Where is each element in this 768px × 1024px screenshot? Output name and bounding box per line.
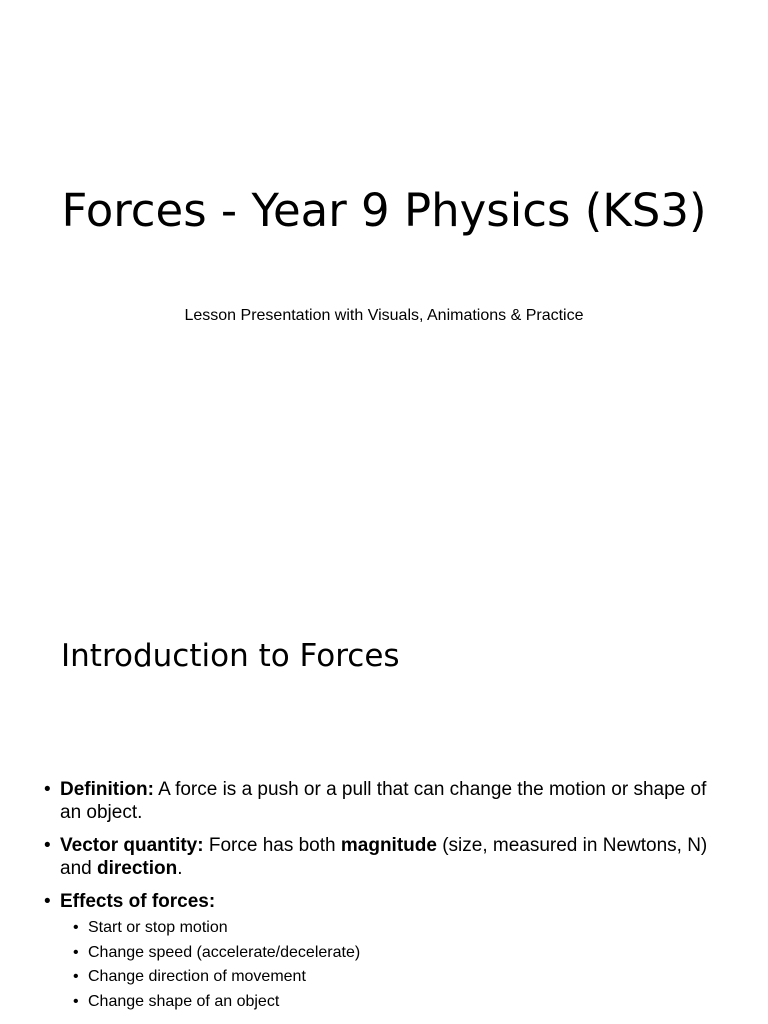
bullet-effects xyxy=(60,890,730,1014)
presentation-subtitle: Lesson Presentation with Visuals, Animations & Practice xyxy=(184,307,584,324)
bullet-emphasis: magnitude xyxy=(340,835,437,856)
sub-bullet-list xyxy=(88,916,730,1014)
bullet-vector-quantity xyxy=(60,834,730,880)
bullet-text: A force is a push or a pull that can change the motion or shape of an object. xyxy=(60,779,707,823)
slide-title: Introduction to Forces xyxy=(61,638,400,674)
bullet-label: Effects of forces: xyxy=(60,891,216,912)
sub-bullet-item: • Change speed (accelerate/decelerate) xyxy=(88,941,730,966)
bullet-text: (size, measured in Newtons, N) and xyxy=(60,835,708,879)
intro-slide xyxy=(0,576,768,1024)
sub-bullet-item: • Change shape of an object xyxy=(88,990,730,1015)
bullet-definition xyxy=(60,778,730,824)
bullet-label: Vector quantity: xyxy=(60,835,204,856)
bullet-list xyxy=(60,778,730,1024)
sub-bullet-item: • Change direction of movement xyxy=(88,965,730,990)
presentation-title: Forces - Year 9 Physics (KS3) xyxy=(61,184,707,237)
bullet-label: Definition: xyxy=(60,779,154,800)
bullet-emphasis: direction xyxy=(96,858,178,879)
bullet-text: . xyxy=(177,858,183,879)
bullet-text: Force has both xyxy=(203,835,341,856)
sub-bullet-item: • Start or stop motion xyxy=(88,916,730,941)
